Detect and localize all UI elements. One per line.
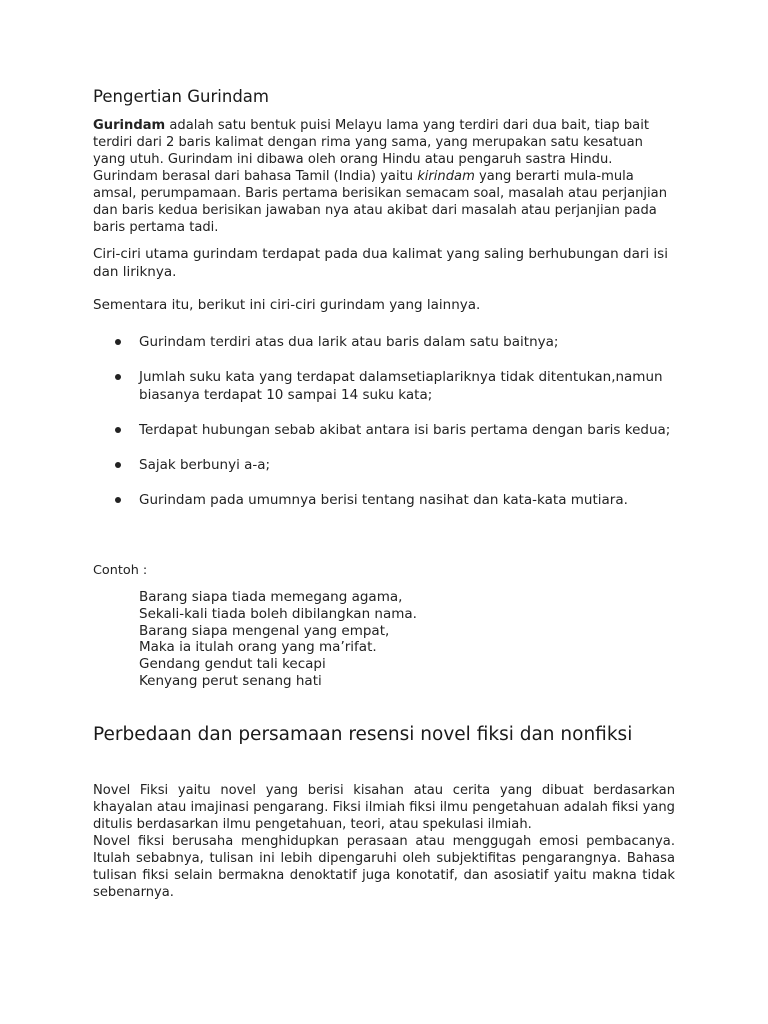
list-item xyxy=(93,491,677,509)
list-item xyxy=(93,333,677,351)
bullet-text: Sajak berbunyi a-a; xyxy=(139,457,271,473)
section-title-gurindam: Pengertian Gurindam xyxy=(93,87,269,106)
contoh-label: Contoh : xyxy=(93,563,148,578)
bullet-icon xyxy=(115,427,121,433)
novel-paragraph-1: Novel Fiksi yaitu novel yang berisi kisahan atau cerita yang dibuat berdasarkan khayalan atau imajinasi pengarang. Fiksi ilmiah fiksi ilmu pengetahuan adalah fiksi yang ditulis berdasarkan ilmu pengetahuan, teori, atau spekulasi ilmiah. xyxy=(93,783,675,832)
bullet-icon xyxy=(115,462,121,468)
bullet-icon xyxy=(115,497,121,503)
poem-line: Gendang gendut tali kecapi xyxy=(139,656,326,673)
sementara-paragraph: Sementara itu, berikut ini ciri-ciri gurindam yang lainnya. xyxy=(93,297,481,313)
novel-paragraph-2: Novel fiksi berusaha menghidupkan perasaan atau menggugah emosi pembacanya. Itulah sebabnya, tulisan ini lebih dipengaruhi oleh subjektifitas pengarangnya. Bahasa tulisan fiksi selain bermakna denoktatif juga konotatif, dan asosiatif yaitu makna tidak sebenarnya. xyxy=(93,834,675,900)
bullet-icon xyxy=(115,339,121,345)
bullet-text: Terdapat hubungan sebab akibat antara isi baris pertama dengan baris kedua; xyxy=(139,422,671,438)
bullet-text: Gurindam terdiri atas dua larik atau baris dalam satu baitnya; xyxy=(139,334,559,350)
bullet-text: Gurindam pada umumnya berisi tentang nasihat dan kata-kata mutiara. xyxy=(139,492,628,508)
poem-line: Barang siapa tiada memegang agama, xyxy=(139,589,403,605)
ciri-paragraph: Ciri-ciri utama gurindam terdapat pada dua kalimat yang saling berhubungan dari isi dan liriknya. xyxy=(93,246,668,280)
bullet-text: Jumlah suku kata yang terdapat dalamsetiaplariknya tidak ditentukan,namun biasanya terdapat 10 sampai 14 suku kata; xyxy=(139,369,663,403)
section-title-novel: Perbedaan dan persamaan resensi novel fiksi dan nonfiksi xyxy=(93,724,633,745)
list-item xyxy=(93,368,677,404)
list-item xyxy=(93,456,677,474)
intro-text-part2: yang berarti mula-mula amsal, perumpamaan. Baris pertama berisikan semacam soal, masalah atau perjanjian dan baris kedua berisikan jawaban nya atau akibat dari masalah atau perjanjian pada baris pertama tadi. xyxy=(93,169,668,235)
poem-line: Barang siapa mengenal yang empat, xyxy=(139,622,390,639)
intro-text-part1: adalah satu bentuk puisi Melayu lama yang terdiri dari dua bait, tiap bait terdiri dari 2 baris kalimat dengan rima yang sama, yang merupakan satu kesatuan yang utuh. Gurindam ini dibawa oleh orang Hindu atau pengaruh sastra Hindu. Gurindam berasal dari bahasa Tamil (India) yaitu xyxy=(93,118,649,184)
poem-line: Sekali-kali tiada boleh dibilangkan nama. xyxy=(139,605,417,622)
poem-line: Maka ia itulah orang yang ma’rifat. xyxy=(139,639,377,656)
bold-term: Gurindam xyxy=(93,118,166,133)
poem-line: Kenyang perut senang hati xyxy=(139,672,322,689)
list-item xyxy=(93,421,677,439)
italic-term: kirindam xyxy=(417,169,475,184)
bullet-icon xyxy=(115,374,121,380)
poem-block xyxy=(139,589,417,690)
ciri-bullet-list xyxy=(93,333,677,526)
novel-section-body xyxy=(93,782,675,901)
intro-paragraph xyxy=(93,117,677,236)
